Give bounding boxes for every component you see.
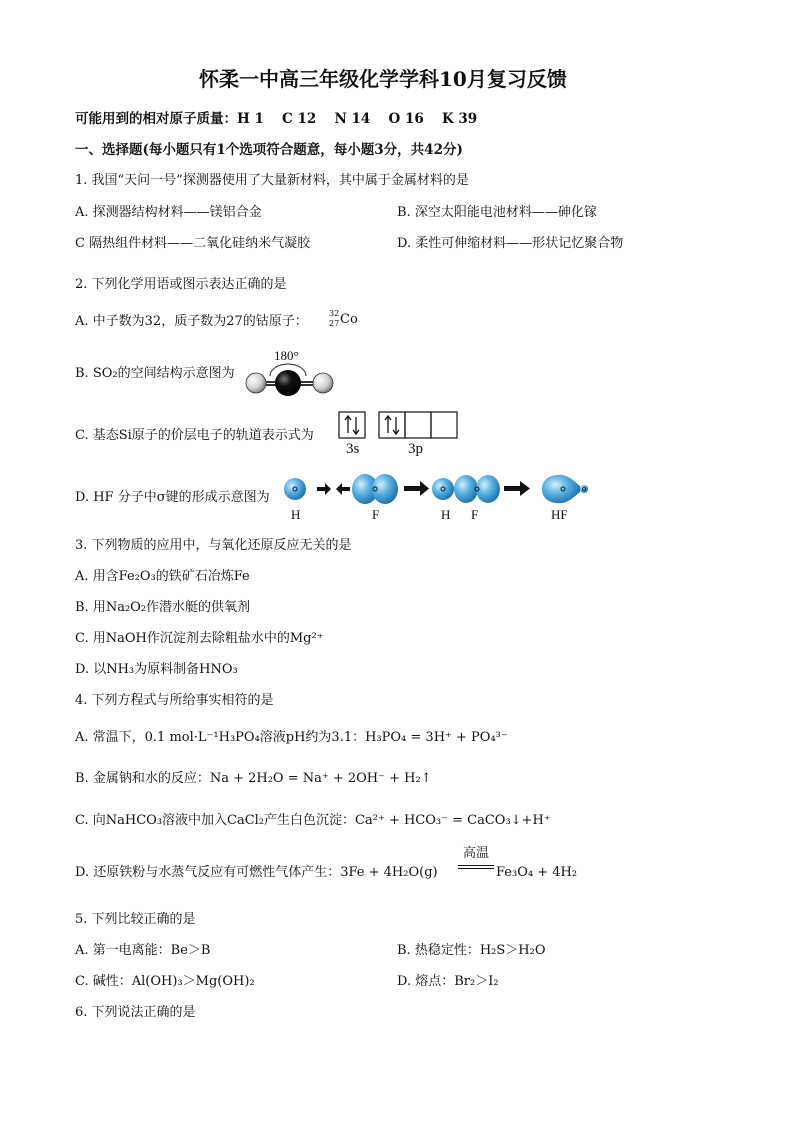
equals-line-top (458, 865, 494, 866)
q2-option-c[interactable]: C. 基态Si原子的价层电子的轨道表示式为 (75, 428, 314, 443)
label-h-2: H (441, 507, 451, 522)
element-symbol: Co (340, 312, 358, 327)
q4-option-b[interactable]: B. 金属钠和水的反应：Na + 2H₂O = Na⁺ + 2OH⁻ + H₂↑ (75, 771, 432, 786)
q1-option-b[interactable]: B. 深空太阳能电池材料——砷化镓 (397, 205, 597, 220)
orbital-label-3s: 3s (346, 441, 360, 457)
q3-option-c[interactable]: C. 用NaOH作沉淀剂去除粗盐水中的Mg²⁺ (75, 631, 324, 646)
equals-line-bottom (458, 868, 494, 869)
condition-label: 高温 (462, 846, 489, 861)
q4-option-d-products: Fe₃O₄ + 4H₂ (496, 865, 578, 880)
q6-stem: 6. 下列说法正确的是 (75, 1005, 196, 1020)
hf-sigma-bond-diagram (280, 470, 590, 510)
reaction-condition (458, 846, 494, 869)
q1-option-d[interactable]: D. 柔性可伸缩材料——形状记忆聚合物 (397, 236, 624, 251)
q2-option-a[interactable]: A. 中子数为32，质子数为27的钴原子： (75, 314, 308, 329)
atomic-mass-line: 可能用到的相对原子质量：H 1 C 12 N 14 O 16 K 39 (75, 111, 478, 127)
label-f: F (372, 507, 380, 522)
q3-option-b[interactable]: B. 用Na₂O₂作潜水艇的供氧剂 (75, 600, 251, 615)
q4-stem: 4. 下列方程式与所给事实相符的是 (75, 693, 274, 708)
q5-stem: 5. 下列比较正确的是 (75, 912, 196, 927)
orbital-label-3p: 3p (408, 441, 423, 457)
q4-option-c[interactable]: C. 向NaHCO₃溶液中加入CaCl₂产生白色沉淀：Ca²⁺ + HCO₃⁻ = CaCO₃↓+H⁺ (75, 813, 551, 828)
cobalt-nuclide-symbol (329, 309, 359, 333)
q2-option-b[interactable]: B. SO₂的空间结构示意图为 (75, 366, 235, 381)
q5-option-c[interactable]: C. 碱性：Al(OH)₃＞Mg(OH)₂ (75, 974, 255, 989)
mass-number: 32 (329, 309, 340, 318)
q1-option-c[interactable]: C 隔热组件材料——二氧化硅纳米气凝胶 (75, 236, 311, 251)
q3-option-d[interactable]: D. 以NH₃为原料制备HNO₃ (75, 662, 238, 677)
section-heading: 一、选择题(每小题只有1个选项符合题意，每小题3分，共42分) (75, 142, 463, 158)
q2-stem: 2. 下列化学用语或图示表达正确的是 (75, 277, 287, 292)
atomic-number: 27 (329, 319, 340, 328)
q5-option-b[interactable]: B. 热稳定性：H₂S＞H₂O (397, 943, 546, 958)
label-f-2: F (471, 507, 479, 522)
bond-angle-label: 180° (274, 348, 299, 363)
q4-option-a[interactable]: A. 常温下，0.1 mol·L⁻¹H₃PO₄溶液pH约为3.1：H₃PO₄ = 3H⁺ + PO₄³⁻ (75, 730, 508, 745)
so2-structure-diagram (240, 358, 340, 398)
q2-option-d[interactable]: D. HF 分子中σ键的形成示意图为 (75, 490, 270, 505)
q3-stem: 3. 下列物质的应用中，与氧化还原反应无关的是 (75, 538, 352, 553)
q5-option-d[interactable]: D. 熔点：Br₂＞I₂ (397, 974, 499, 989)
label-hf: HF (551, 507, 568, 522)
q1-option-a[interactable]: A. 探测器结构材料——镁铝合金 (75, 205, 262, 220)
label-h: H (291, 507, 301, 522)
q1-stem: 1. 我国“天问一号”探测器使用了大量新材料，其中属于金属材料的是 (75, 173, 469, 188)
q4-option-d[interactable]: D. 还原铁粉与水蒸气反应有可燃性气体产生：3Fe + 4H₂O(g) (75, 865, 438, 880)
q5-option-a[interactable]: A. 第一电离能：Be＞B (75, 943, 211, 958)
q3-option-a[interactable]: A. 用含Fe₂O₃的铁矿石冶炼Fe (75, 569, 250, 584)
page-title: 怀柔一中高三年级化学学科10月复习反馈 (199, 67, 567, 91)
si-orbital-diagram (338, 411, 462, 441)
